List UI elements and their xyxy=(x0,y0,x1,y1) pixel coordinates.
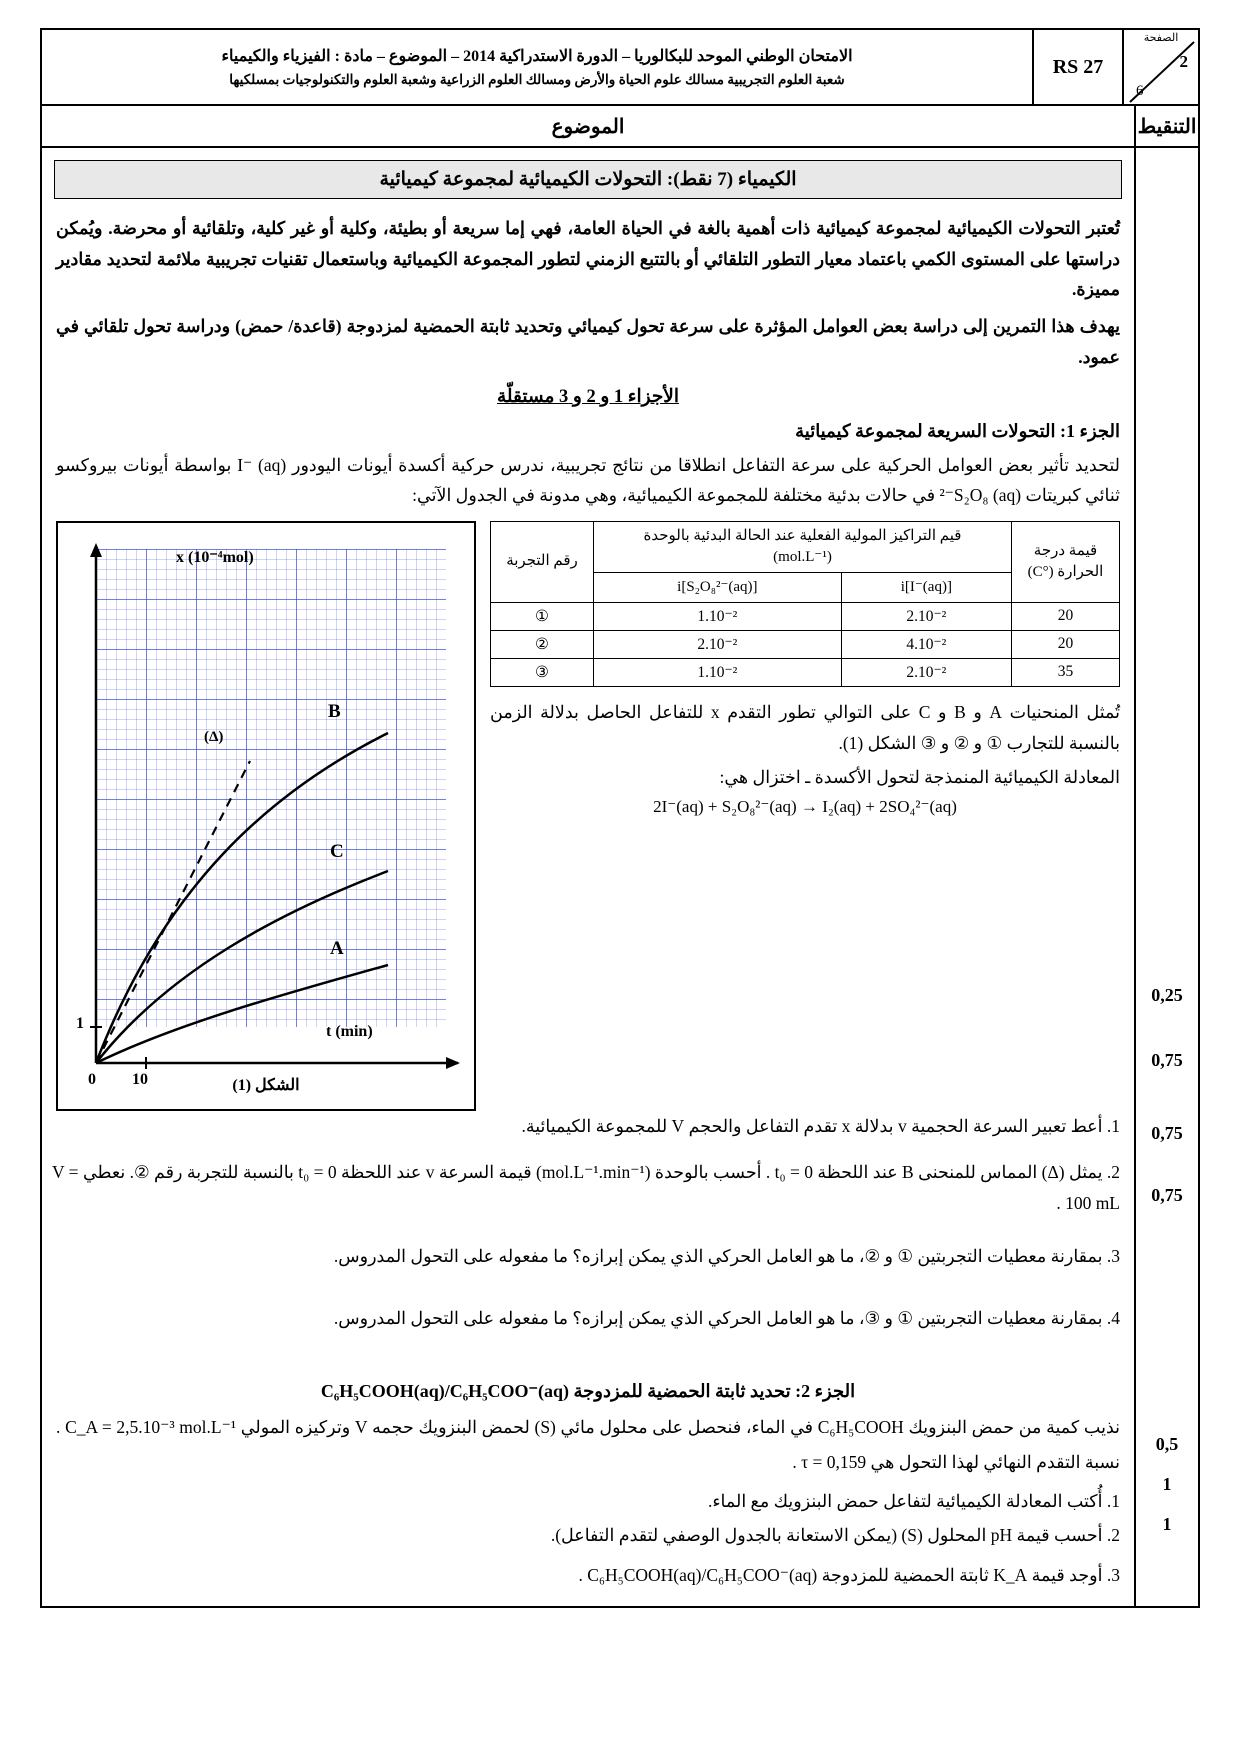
figure-1 xyxy=(56,521,476,1111)
curve-label-c: C xyxy=(330,840,344,862)
th-i-ion: [I⁻(aq)]i xyxy=(841,572,1011,602)
th-concentrations: قيم التراكيز المولية الفعلية عند الحالة البدئية بالوحدة (mol.L⁻¹) xyxy=(594,521,1012,572)
page-label: الصفحة xyxy=(1143,32,1179,44)
cell-temp: 20 xyxy=(1012,630,1120,658)
mark-p1-q2: 0,75 xyxy=(1151,1049,1183,1070)
tangent-label: (Δ) xyxy=(204,728,224,745)
intro-paragraph-2: يهدف هذا التمرين إلى دراسة بعض العوامل المؤثرة على سرعة تحول كيميائي وتحديد ثابتة الحمضية لمزدوجة (قاعدة/ حمض) ودراسة تحول تلقائي في عمود. xyxy=(56,315,1120,367)
table-row xyxy=(491,658,1120,686)
mark-p2-q3: 1 xyxy=(1162,1513,1172,1534)
cell-i: 4.10⁻² xyxy=(841,630,1011,658)
curve-label-a: A xyxy=(330,937,344,959)
cell-exp: ③ xyxy=(491,658,594,686)
curves-description: تُمثل المنحنيات A و B و C على التوالي تطور التقدم x للتفاعل الحاصل بدلالة الزمن بالنسبة للتجارب ① و ② و ③ الشكل (1). xyxy=(490,701,1121,753)
header-titles xyxy=(42,30,1032,104)
mark-p2-q2: 1 xyxy=(1162,1473,1172,1494)
th-s2o8-ion: [S₂O₈²⁻(aq)]i xyxy=(594,572,842,602)
page-number-box xyxy=(1122,30,1198,104)
exam-code: RS 27 xyxy=(1032,30,1122,104)
y-axis-label: x (10⁻⁴mol) xyxy=(176,548,254,566)
curve-label-b: B xyxy=(328,700,341,722)
subject-column xyxy=(42,106,1134,1606)
mark-p1-q4: 0,75 xyxy=(1151,1184,1183,1205)
cell-temp: 20 xyxy=(1012,602,1120,630)
cell-s: 1.10⁻² xyxy=(594,602,842,630)
header-line-1: الامتحان الوطني الموحد للبكالوريا – الدورة الاستدراكية 2014 – الموضوع – مادة : الفيزياء والكيمياء xyxy=(221,48,853,65)
question-p1-4: 4. بمقارنة معطيات التجربتين ① و ③، ما هو العامل الحركي الذي يمكن إبرازه؟ ما مفعوله على التحول المدروس. xyxy=(333,1307,1120,1328)
question-p1-1: 1. أعط تعبير السرعة الحجمية v بدلالة x تقدم التفاعل والحجم V للمجموعة الكيميائية. xyxy=(521,1115,1120,1136)
x-tick-10: 10 xyxy=(132,1070,148,1088)
page-header xyxy=(40,28,1200,106)
intro-paragraph-1: تُعتبر التحولات الكيميائية لمجموعة كيميائية ذات أهمية بالغة في الحياة العامة، فهي إما سريعة أو بطيئة، وكلية أو غير كلية، وتلقائية أو محرضة. ويُمكن دراستها على المستوى الكمي باعتماد معيار التطور التلقائي أو بالتتبع الزمني لتطور المجموعة الكيميائية وباستعمال تقنيات تجريبية ملائمة لتحديد مقادير مميزة. xyxy=(56,218,1120,300)
x-axis-label: t (min) xyxy=(326,1022,373,1040)
part1-title: الجزء 1: التحولات السريعة لمجموعة كيميائية xyxy=(795,421,1120,442)
part2-title: الجزء 2: تحديد ثابتة الحمضية للمزدوجة C₆H₅COOH(aq)/C₆H₅COO⁻(aq) xyxy=(320,1380,856,1401)
cell-temp: 35 xyxy=(1012,658,1120,686)
cell-i: 2.10⁻² xyxy=(841,602,1011,630)
part2-paragraph: نذيب كمية من حمض البنزويك C₆H₅COOH في الماء، فنحصل على محلول مائي (S) لحمض البنزويك حجمه V وتركيزه المولي C_A = 2,5.10⁻³ mol.L⁻¹ . نسبة التقدم النهائي لهذا التحول هي τ = 0,159 . xyxy=(56,1416,1120,1472)
experiments-table xyxy=(490,521,1120,687)
marks-column xyxy=(1134,106,1198,1606)
cell-s: 2.10⁻² xyxy=(594,630,842,658)
oxidation-equation: 2I⁻(aq) + S₂O₈²⁻(aq) → I₂(aq) + 2SO₄²⁻(aq) xyxy=(653,796,957,816)
table-row xyxy=(491,602,1120,630)
x-tick-0: 0 xyxy=(88,1070,96,1088)
parts-independent-note: الأجزاء 1 و 2 و 3 مستقلّة xyxy=(497,387,679,408)
cell-exp: ① xyxy=(491,602,594,630)
mark-p1-q1: 0,25 xyxy=(1151,984,1183,1005)
subject-column-header: الموضوع xyxy=(42,106,1134,148)
question-p2-1: 1. أُكتب المعادلة الكيميائية لتفاعل حمض البنزويك مع الماء. xyxy=(707,1490,1120,1511)
question-p1-2: 2. يمثل (Δ) المماس للمنحنى B عند اللحظة t₀ = 0 . أحسب بالوحدة (mol.L⁻¹.min⁻¹) قيمة السرعة v عند اللحظة t₀ = 0 بالنسبة للتجربة رقم ②. نعطي V = 100 mL . xyxy=(51,1161,1120,1214)
total-page-number: 6 xyxy=(1136,83,1144,99)
mark-p1-q3: 0,75 xyxy=(1151,1122,1183,1143)
question-p2-2: 2. أحسب قيمة pH المحلول (S) (يمكن الاستعانة بالجدول الوصفي لتقدم التفاعل). xyxy=(550,1524,1120,1545)
cell-exp: ② xyxy=(491,630,594,658)
header-line-2: شعبة العلوم التجريبية مسالك علوم الحياة والأرض ومسالك العلوم الزراعية وشعبة العلوم والتكنولوجيات بمسلكيها xyxy=(229,72,845,87)
y-tick-1: 1 xyxy=(76,1014,84,1032)
current-page-number: 2 xyxy=(1179,52,1188,71)
reaction-equation-intro: المعادلة الكيميائية المنمذجة لتحول الأكسدة ـ اختزال هي: xyxy=(719,767,1120,788)
cell-s: 1.10⁻² xyxy=(594,658,842,686)
mark-p2-q1: 0,5 xyxy=(1155,1433,1179,1454)
th-experiment-number: رقم التجربة xyxy=(491,521,594,602)
exam-sheet xyxy=(40,106,1200,1608)
cell-i: 2.10⁻² xyxy=(841,658,1011,686)
table-row xyxy=(491,630,1120,658)
th-temperature: قيمة درجة الحرارة (°C) xyxy=(1012,521,1120,602)
question-p2-3: 3. أوجد قيمة K_A ثابتة الحمضية للمزدوجة C₆H₅COOH(aq)/C₆H₅COO⁻(aq) . xyxy=(578,1564,1120,1585)
marks-column-header: التنقيط xyxy=(1136,106,1198,148)
figure-and-table-row xyxy=(42,521,1134,1111)
part1-paragraph: لتحديد تأثير بعض العوامل الحركية على سرعة التفاعل انطلاقا من نتائج تجريبية، ندرس حركية أكسدة أيونات اليودور (aq) ⁻I بواسطة أيونات بيروكسو ثنائي كبريتات (aq) ²⁻S₂O₈ في حالات بدئية مختلفة للمجموعة الكيميائية، وهي مدونة في الجدول الآتي: xyxy=(56,454,1120,506)
figure-caption: الشكل (1) xyxy=(232,1076,300,1094)
table-and-text-column xyxy=(490,521,1120,821)
graph-drawing xyxy=(58,523,478,1113)
chemistry-banner: الكيمياء (7 نقط): التحولات الكيميائية لمجموعة كيميائية xyxy=(54,160,1122,199)
question-p1-3: 3. بمقارنة معطيات التجربتين ① و ②، ما هو العامل الحركي الذي يمكن إبرازه؟ ما مفعوله على التحول المدروس. xyxy=(333,1245,1120,1266)
